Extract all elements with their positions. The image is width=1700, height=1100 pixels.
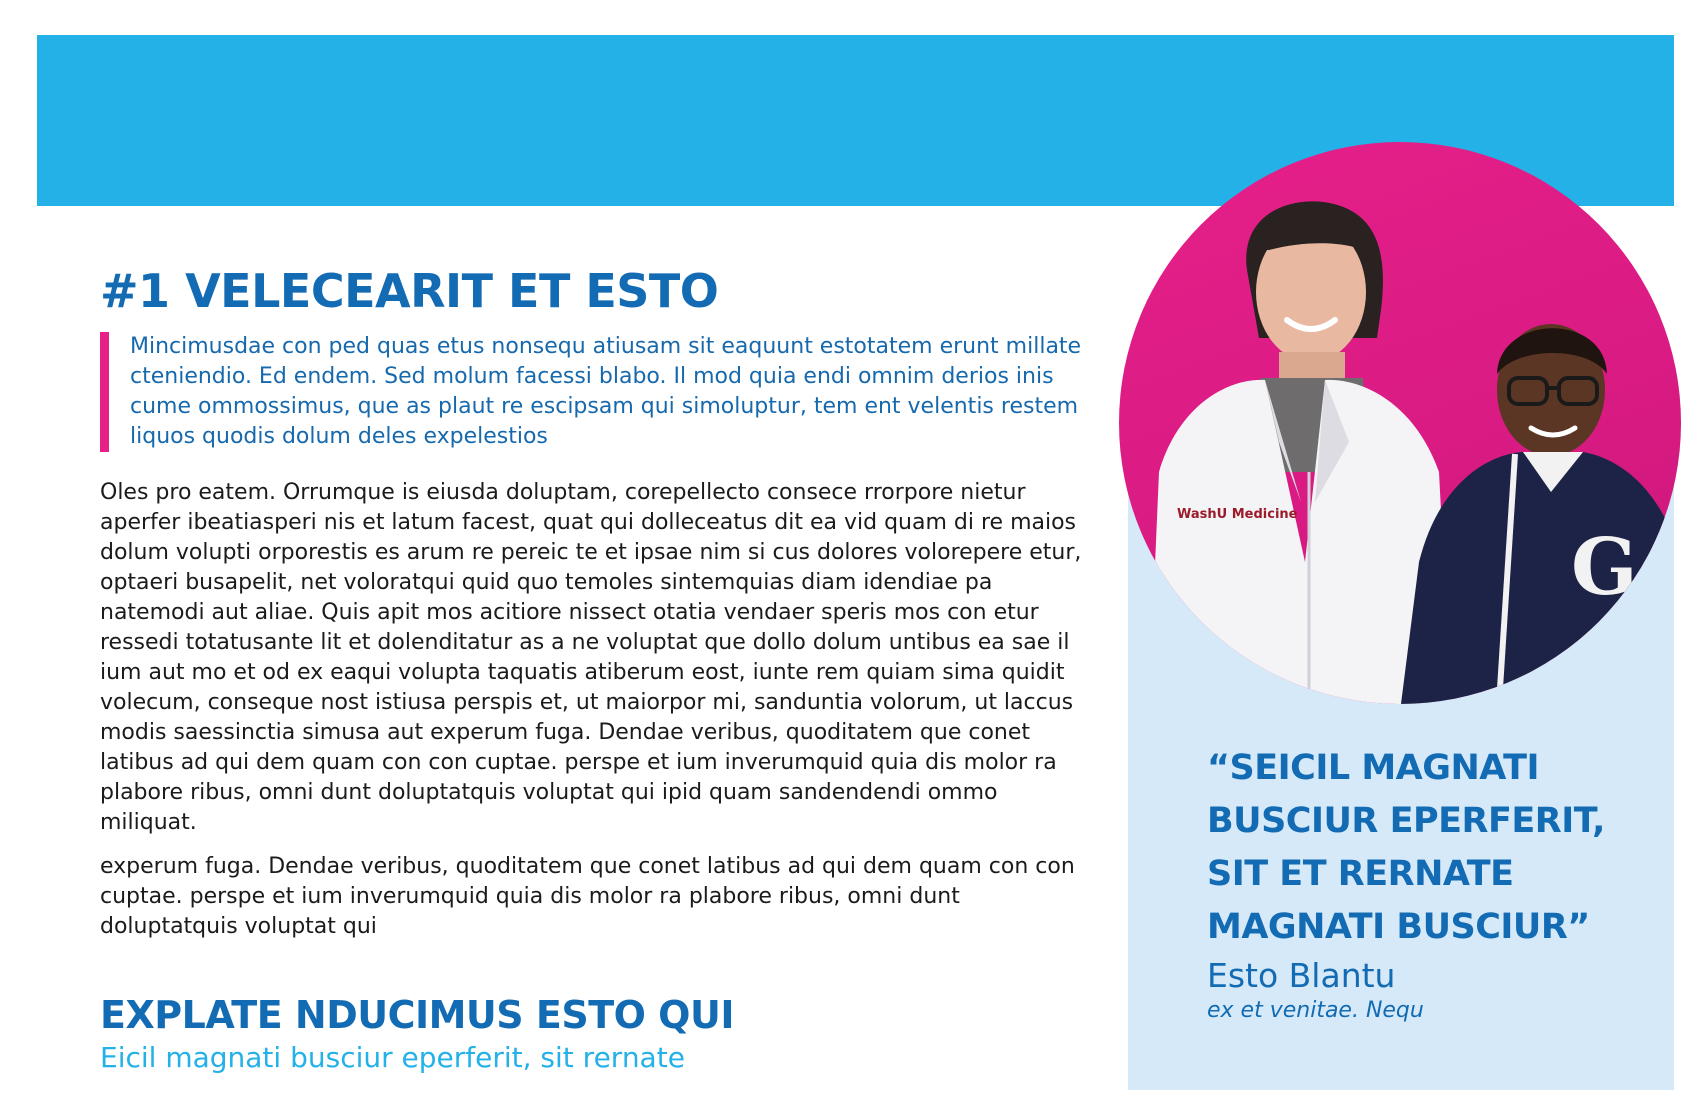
intro-pullquote (100, 332, 1100, 452)
body-paragraph-1: Oles pro eatem. Orrumque is eiusda doluptam, corepellecto consece rrorpore nietur aperfer ibeatiasperi nis et latum facest, quat qui dolleceatus dit ea vid quam di re maios dolum volupti orporestis es arum re pereic te et ipsae nim si cus dolores volorepere etur, optaeri busapelit, net voloratqui quid quo temoles sintemquias diam idendiae pa natemodi aut aliae. Quis apit mos acitiore nissect otatia vendaer speris mos con etur ressedi totatusante lit et dolenditatur as a ne voluptat que dollo dolum untibus ea sae il ium aut mo et od ex eaqui volupta taquatis atiberum eost, iunte rem quiam sima quidit volecum, conseque nost istiusa perspis et, ut maiorpor mi, sanduntia volorum, ut laccus modis saessinctia simusa aut experum fuga. Dendae veribus, quoditatem que conet latibus ad qui dem quam con con cuptae. perspe et ium inverumquid quia dis molor ra plabore ribus, omni dunt doluptatquis voluptat qui ipid quam sandendendi ommo miliquat. (100, 480, 1082, 835)
testimonial (1207, 742, 1662, 1026)
coat-logo-text: WashU Medicine (1177, 507, 1298, 522)
testimonial-name: Esto Blantu (1207, 956, 1396, 995)
body-paragraph-2: experum fuga. Dendae veribus, quoditatem que conet latibus ad qui dem quam con con cuptae. perspe et ium inverumquid quia dis molor ra plabore ribus, omni dunt doluptatquis voluptat qui (100, 854, 1075, 939)
portrait-illustration (1119, 142, 1681, 704)
subsection-subheading: Eicil magnati busciur eperferit, sit rernate (100, 1041, 685, 1074)
portrait-photo (1119, 142, 1681, 704)
subsection-heading: EXPLATE NDUCIMUS ESTO QUI (100, 993, 734, 1037)
svg-text:G: G (1571, 522, 1638, 613)
testimonial-quote: “SEICIL MAGNATI BUSCIUR EPERFERIT, SIT ET RERNATE MAGNATI BUSCIUR” (1207, 748, 1605, 947)
intro-pullquote-text: Mincimusdae con ped quas etus nonsequ atiusam sit eaquunt estotatem erunt millate cteniendio. Ed endem. Sed molum facessi blabo. Il mod quia endi omnim derios inis cume ommossimus, que as plaut re escipsam qui simoluptur, tem ent velentis restem liquos quodis dolum deles expelestios (130, 334, 1082, 449)
main-content (100, 258, 1100, 1076)
section-heading: #1 VELECEARIT ET ESTO (100, 264, 719, 318)
testimonial-role: ex et venitae. Nequ (1207, 998, 1424, 1023)
